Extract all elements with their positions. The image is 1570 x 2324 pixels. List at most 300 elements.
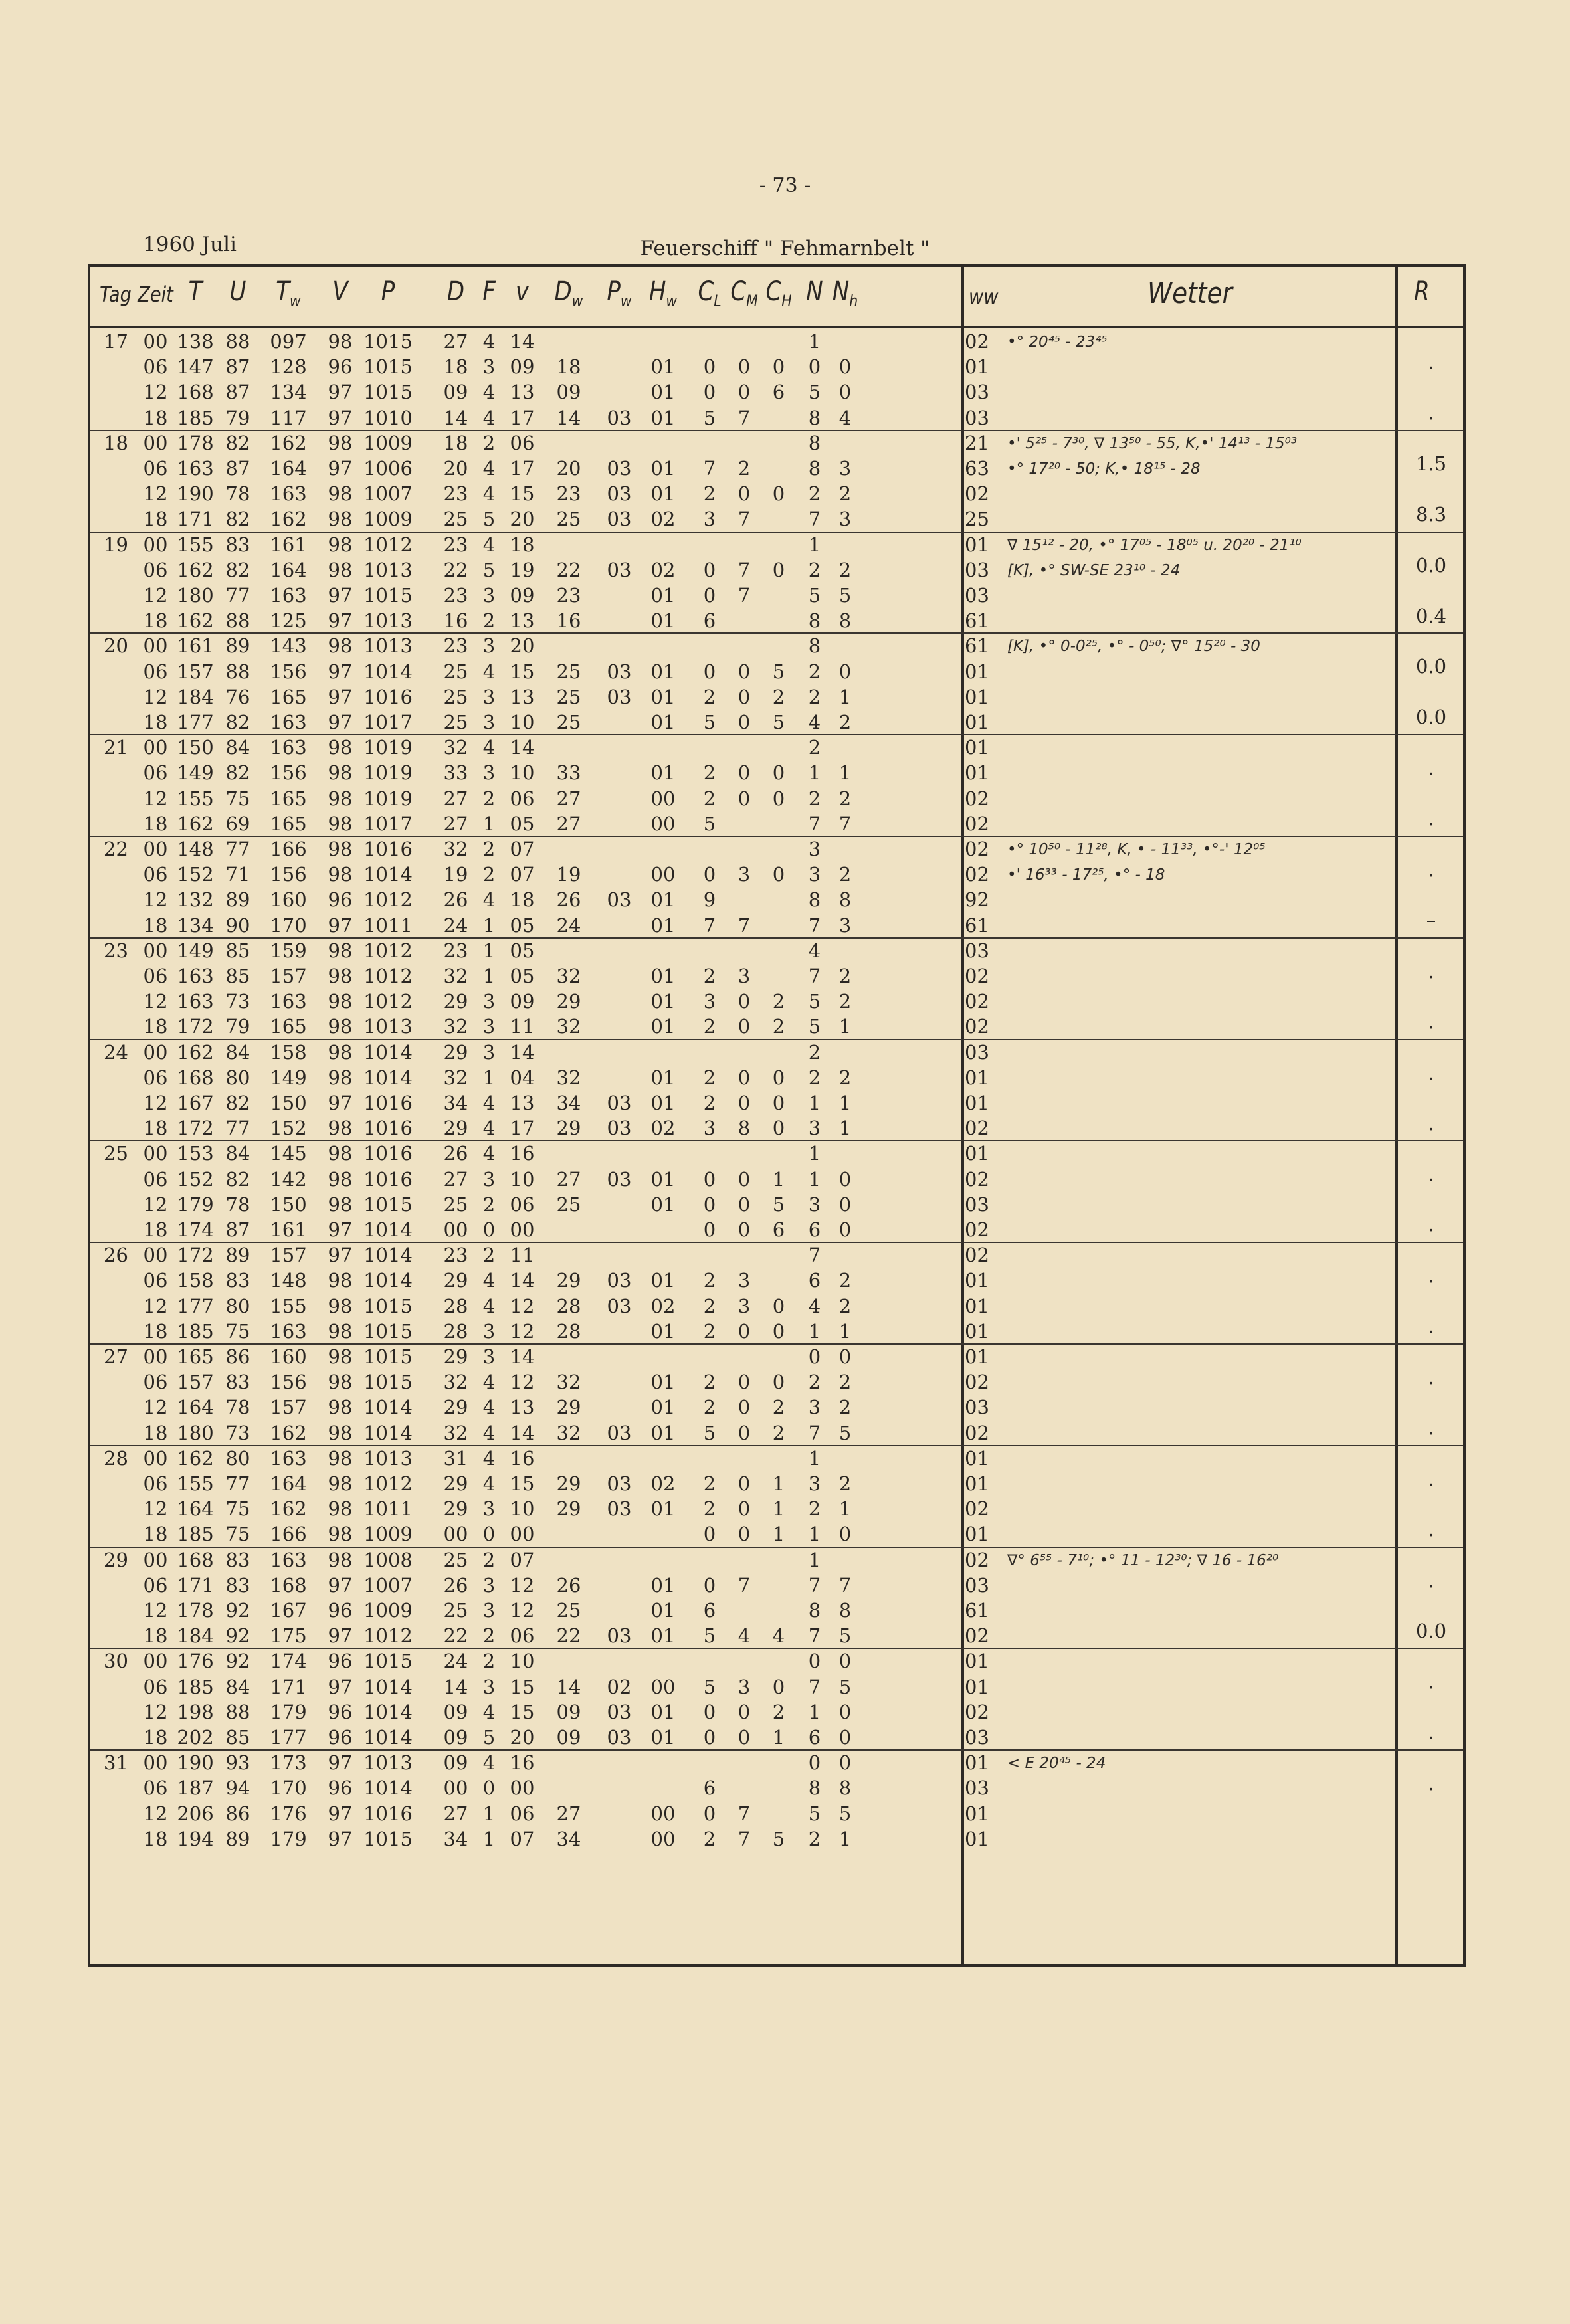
cell-hw: 00 xyxy=(650,1675,676,1698)
cell-t: 163 xyxy=(177,965,214,987)
cell-v: 97 xyxy=(328,711,353,733)
cell-ch: 0 xyxy=(772,787,785,810)
cell-cl: 6 xyxy=(703,1777,716,1800)
cell-nh: 2 xyxy=(838,1294,852,1317)
cell-d: 32 xyxy=(443,736,468,759)
cell-n: 6 xyxy=(808,1726,821,1749)
cell-n: 8 xyxy=(808,1777,821,1800)
cell-cm: 0 xyxy=(737,761,751,785)
cell-t: 185 xyxy=(177,406,214,429)
cell-n: 2 xyxy=(808,1371,821,1394)
cell-p: 1016 xyxy=(363,685,413,708)
cell-v: 00 xyxy=(510,1777,535,1800)
cell-t: 185 xyxy=(177,1675,214,1698)
cell-ww: 01 xyxy=(965,1446,989,1470)
cell-p: 1015 xyxy=(363,1345,413,1368)
day-tag: 27 xyxy=(104,1345,128,1368)
cell-d: 18 xyxy=(443,355,468,379)
cell-p: 1012 xyxy=(363,533,413,556)
precip-value: 0.0 xyxy=(1415,655,1447,678)
day-tag: 28 xyxy=(104,1446,128,1470)
cell-tw: 150 xyxy=(270,1092,307,1114)
cell-cl: 2 xyxy=(703,1319,716,1343)
cell-p: 1016 xyxy=(363,1142,413,1165)
cell-t: 157 xyxy=(177,660,214,683)
cell-cm: 0 xyxy=(737,685,751,708)
cell-cm: 0 xyxy=(737,1421,751,1444)
col-header-ch: $C_H$ xyxy=(765,276,792,310)
cell-zeit: 12 xyxy=(143,482,168,506)
cell-v: 14 xyxy=(510,1269,535,1292)
wetter-note: < E 20⁴⁵ - 24 xyxy=(1007,1755,1106,1773)
cell-nh: 0 xyxy=(838,1700,852,1723)
cell-nh: 5 xyxy=(838,1421,852,1444)
col-header-dw: $D_w$ xyxy=(554,276,583,310)
cell-v: 98 xyxy=(328,330,353,353)
cell-ww: 61 xyxy=(965,609,989,632)
cell-nh: 0 xyxy=(838,355,852,379)
cell-t: 164 xyxy=(177,1396,214,1419)
cell-tw: 163 xyxy=(270,1548,307,1571)
cell-tw: 117 xyxy=(270,406,307,429)
cell-tw: 148 xyxy=(270,1269,307,1292)
cell-tw: 157 xyxy=(270,1396,307,1419)
cell-ww: 03 xyxy=(965,584,989,607)
cell-nh: 0 xyxy=(838,1167,852,1191)
cell-cl: 2 xyxy=(703,965,716,987)
cell-p: 1013 xyxy=(363,1015,413,1038)
cell-tw: 156 xyxy=(270,1371,307,1394)
cell-d: 29 xyxy=(443,1345,468,1368)
cell-hw: 01 xyxy=(650,1066,676,1089)
cell-nh: 7 xyxy=(838,1573,852,1597)
cell-dw: 29 xyxy=(556,1498,581,1521)
cell-v: 11 xyxy=(510,1015,535,1038)
day-separator xyxy=(90,632,1463,634)
cell-f: 3 xyxy=(482,761,496,785)
cell-cl: 2 xyxy=(703,1269,716,1292)
cell-p: 1016 xyxy=(363,1117,413,1140)
cell-v: 96 xyxy=(328,355,353,379)
cell-ww: 01 xyxy=(965,685,989,708)
cell-n: 7 xyxy=(808,1244,821,1267)
cell-v: 98 xyxy=(328,736,353,759)
cell-n: 7 xyxy=(808,914,821,937)
cell-zeit: 06 xyxy=(143,761,168,785)
cell-d: 23 xyxy=(443,533,468,556)
day-tag: 24 xyxy=(104,1040,128,1064)
cell-ww: 02 xyxy=(965,330,989,353)
cell-zeit: 18 xyxy=(143,914,168,937)
cell-v: 16 xyxy=(510,1446,535,1470)
cell-v: 10 xyxy=(510,1167,535,1191)
cell-f: 4 xyxy=(482,1446,496,1470)
cell-t: 148 xyxy=(177,838,214,860)
wetter-note: ∇° 6⁵⁵ - 7¹⁰; •° 11 - 12³⁰; ∇ 16 - 16²⁰ xyxy=(1007,1551,1279,1569)
cell-p: 1014 xyxy=(363,1777,413,1800)
cell-f: 3 xyxy=(482,1345,496,1368)
cell-p: 1014 xyxy=(363,1269,413,1292)
cell-cl: 0 xyxy=(703,584,716,607)
cell-u: 87 xyxy=(225,381,250,404)
cell-t: 158 xyxy=(177,1269,214,1292)
cell-ch: 0 xyxy=(772,558,785,581)
cell-d: 31 xyxy=(443,1446,468,1470)
cell-cl: 5 xyxy=(703,1675,716,1698)
cell-v: 98 xyxy=(328,1396,353,1419)
cell-cl: 2 xyxy=(703,761,716,785)
cell-u: 89 xyxy=(225,634,250,658)
cell-zeit: 12 xyxy=(143,1092,168,1114)
cell-cl: 6 xyxy=(703,609,716,632)
cell-f: 3 xyxy=(482,1599,496,1622)
header-divider xyxy=(90,326,1463,328)
cell-p: 1016 xyxy=(363,1802,413,1825)
cell-n: 5 xyxy=(808,1802,821,1825)
cell-tw: 128 xyxy=(270,355,307,379)
cell-cl: 2 xyxy=(703,1066,716,1089)
cell-u: 83 xyxy=(225,1548,250,1571)
cell-d: 26 xyxy=(443,1573,468,1597)
cell-u: 75 xyxy=(225,1523,250,1546)
cell-dw: 23 xyxy=(556,482,581,506)
cell-hw: 01 xyxy=(650,1498,676,1521)
cell-p: 1014 xyxy=(363,1066,413,1089)
cell-v: 05 xyxy=(510,939,535,962)
cell-v: 98 xyxy=(328,838,353,860)
cell-p: 1015 xyxy=(363,1371,413,1394)
cell-tw: 166 xyxy=(270,1523,307,1546)
precip-value: 0.0 xyxy=(1415,1619,1447,1642)
day-separator xyxy=(90,1343,1463,1345)
cell-v: 05 xyxy=(510,965,535,987)
cell-cm: 0 xyxy=(737,787,751,810)
cell-v: 97 xyxy=(328,1675,353,1698)
day-separator xyxy=(90,1140,1463,1141)
cell-ww: 21 xyxy=(965,431,989,454)
cell-n: 2 xyxy=(808,736,821,759)
cell-d: 26 xyxy=(443,1142,468,1165)
cell-tw: 162 xyxy=(270,431,307,454)
cell-p: 1015 xyxy=(363,1193,413,1216)
cell-d: 25 xyxy=(443,660,468,683)
cell-d: 29 xyxy=(443,1117,468,1140)
cell-t: 132 xyxy=(177,888,214,912)
cell-pw: 03 xyxy=(607,1421,632,1444)
cell-cm: 2 xyxy=(737,457,751,480)
cell-dw: 19 xyxy=(556,863,581,886)
cell-u: 80 xyxy=(225,1294,250,1317)
cell-v: 98 xyxy=(328,1142,353,1165)
cell-n: 7 xyxy=(808,508,821,531)
cell-n: 7 xyxy=(808,1675,821,1698)
cell-nh: 0 xyxy=(838,1523,852,1546)
cell-tw: 173 xyxy=(270,1751,307,1775)
cell-d: 19 xyxy=(443,863,468,886)
cell-n: 5 xyxy=(808,990,821,1013)
cell-cl: 2 xyxy=(703,1827,716,1850)
cell-t: 171 xyxy=(177,508,214,531)
col-header-pw: $P_w$ xyxy=(607,276,632,310)
cell-v: 10 xyxy=(510,711,535,733)
cell-dw: 27 xyxy=(556,812,581,835)
cell-nh: 8 xyxy=(838,1777,852,1800)
cell-d: 27 xyxy=(443,1802,468,1825)
cell-t: 178 xyxy=(177,431,214,454)
cell-zeit: 06 xyxy=(143,863,168,886)
cell-dw: 27 xyxy=(556,1167,581,1191)
precip-value: . xyxy=(1428,1264,1434,1288)
cell-tw: 176 xyxy=(270,1802,307,1825)
cell-n: 6 xyxy=(808,1218,821,1241)
cell-tw: 161 xyxy=(270,533,307,556)
cell-ch: 6 xyxy=(772,381,785,404)
cell-ww: 02 xyxy=(965,838,989,860)
cell-v: 98 xyxy=(328,1294,353,1317)
cell-cl: 2 xyxy=(703,1092,716,1114)
cell-p: 1009 xyxy=(363,1599,413,1622)
cell-n: 7 xyxy=(808,1624,821,1648)
day-tag: 26 xyxy=(104,1244,128,1267)
cell-f: 4 xyxy=(482,1142,496,1165)
cell-cm: 0 xyxy=(737,482,751,506)
day-separator xyxy=(90,836,1463,837)
cell-ww: 02 xyxy=(965,863,989,886)
cell-cl: 2 xyxy=(703,1371,716,1394)
cell-f: 1 xyxy=(482,939,496,962)
cell-p: 1015 xyxy=(363,1650,413,1673)
cell-p: 1012 xyxy=(363,965,413,987)
day-tag: 17 xyxy=(104,330,128,353)
cell-tw: 157 xyxy=(270,965,307,987)
cell-cm: 7 xyxy=(737,508,751,531)
cell-nh: 0 xyxy=(838,1345,852,1368)
precip-value: . xyxy=(1428,1670,1434,1694)
col-header-f: F xyxy=(482,276,496,307)
wetter-note: ∇ 15¹² - 20, •° 17⁰⁵ - 18⁰⁵ u. 20²⁰ - 21¹⁰ xyxy=(1007,536,1302,554)
cell-u: 84 xyxy=(225,736,250,759)
day-tag: 18 xyxy=(104,431,128,454)
cell-v: 98 xyxy=(328,1548,353,1571)
cell-zeit: 00 xyxy=(143,838,168,860)
cell-cl: 5 xyxy=(703,406,716,429)
cell-dw: 32 xyxy=(556,1066,581,1089)
cell-v: 98 xyxy=(328,863,353,886)
cell-d: 32 xyxy=(443,1015,468,1038)
col-header-cl: $C_L$ xyxy=(698,276,722,310)
cell-ww: 03 xyxy=(965,1573,989,1597)
cell-p: 1012 xyxy=(363,939,413,962)
precip-value: . xyxy=(1428,401,1434,424)
cell-p: 1013 xyxy=(363,558,413,581)
cell-pw: 03 xyxy=(607,1117,632,1140)
cell-v: 12 xyxy=(510,1599,535,1622)
cell-hw: 02 xyxy=(650,1294,676,1317)
cell-hw: 01 xyxy=(650,685,676,708)
day-tag: 20 xyxy=(104,634,128,658)
cell-v: 98 xyxy=(328,1523,353,1546)
cell-hw: 01 xyxy=(650,584,676,607)
cell-hw: 01 xyxy=(650,1624,676,1648)
cell-zeit: 06 xyxy=(143,1066,168,1089)
cell-tw: 097 xyxy=(270,330,307,353)
cell-n: 0 xyxy=(808,1345,821,1368)
cell-ww: 01 xyxy=(965,761,989,785)
cell-p: 1012 xyxy=(363,1624,413,1648)
cell-u: 88 xyxy=(225,660,250,683)
cell-hw: 00 xyxy=(650,1802,676,1825)
cell-ch: 6 xyxy=(772,1218,785,1241)
cell-hw: 01 xyxy=(650,1092,676,1114)
cell-pw: 03 xyxy=(607,1498,632,1521)
cell-cm: 0 xyxy=(737,711,751,733)
wetter-note: [K], •° SW-SE 23¹⁰ - 24 xyxy=(1007,561,1181,579)
cell-f: 4 xyxy=(482,1700,496,1723)
cell-d: 28 xyxy=(443,1294,468,1317)
cell-u: 92 xyxy=(225,1624,250,1648)
cell-t: 202 xyxy=(177,1726,214,1749)
cell-tw: 163 xyxy=(270,1446,307,1470)
cell-f: 0 xyxy=(482,1218,496,1241)
cell-cl: 0 xyxy=(703,1802,716,1825)
cell-zeit: 00 xyxy=(143,330,168,353)
cell-cm: 3 xyxy=(737,965,751,987)
cell-u: 88 xyxy=(225,609,250,632)
cell-t: 138 xyxy=(177,330,214,353)
cell-zeit: 06 xyxy=(143,1573,168,1597)
cell-ww: 03 xyxy=(965,1040,989,1064)
cell-zeit: 18 xyxy=(143,812,168,835)
cell-ww: 25 xyxy=(965,508,989,531)
cell-p: 1012 xyxy=(363,990,413,1013)
cell-nh: 0 xyxy=(838,1193,852,1216)
cell-u: 78 xyxy=(225,482,250,506)
cell-cm: 3 xyxy=(737,1269,751,1292)
cell-t: 184 xyxy=(177,685,214,708)
cell-hw: 01 xyxy=(650,406,676,429)
cell-pw: 03 xyxy=(607,685,632,708)
cell-pw: 03 xyxy=(607,1700,632,1723)
cell-t: 155 xyxy=(177,533,214,556)
cell-nh: 0 xyxy=(838,1751,852,1775)
cell-v: 18 xyxy=(510,888,535,912)
cell-ww: 02 xyxy=(965,1700,989,1723)
cell-pw: 03 xyxy=(607,660,632,683)
cell-v: 04 xyxy=(510,1066,535,1089)
cell-dw: 23 xyxy=(556,584,581,607)
cell-t: 168 xyxy=(177,1548,214,1571)
cell-t: 149 xyxy=(177,761,214,785)
cell-p: 1015 xyxy=(363,1827,413,1850)
cell-ch: 0 xyxy=(772,482,785,506)
cell-v: 10 xyxy=(510,761,535,785)
cell-tw: 134 xyxy=(270,381,307,404)
cell-hw: 01 xyxy=(650,914,676,937)
day-tag: 31 xyxy=(104,1751,128,1775)
day-separator xyxy=(90,1242,1463,1243)
precip-value: . xyxy=(1428,1366,1434,1389)
cell-v: 15 xyxy=(510,482,535,506)
cell-v: 20 xyxy=(510,508,535,531)
cell-v: 98 xyxy=(328,812,353,835)
cell-zeit: 00 xyxy=(143,1751,168,1775)
cell-v: 00 xyxy=(510,1218,535,1241)
cell-t: 184 xyxy=(177,1624,214,1648)
cell-u: 78 xyxy=(225,1193,250,1216)
cell-ww: 01 xyxy=(965,1802,989,1825)
wetter-note: [K], •° 0-0²⁵, •° - 0⁵⁰; ∇° 15²⁰ - 30 xyxy=(1007,638,1260,656)
cell-ww: 02 xyxy=(965,1244,989,1267)
cell-cl: 7 xyxy=(703,457,716,480)
cell-f: 1 xyxy=(482,1827,496,1850)
cell-cm: 0 xyxy=(737,1092,751,1114)
cell-v: 06 xyxy=(510,787,535,810)
cell-cl: 0 xyxy=(703,1193,716,1216)
col-header-t: T xyxy=(188,276,203,307)
cell-zeit: 06 xyxy=(143,355,168,379)
ww-column-divider xyxy=(961,267,964,1964)
cell-ww: 01 xyxy=(965,660,989,683)
cell-u: 89 xyxy=(225,1827,250,1850)
cell-zeit: 18 xyxy=(143,609,168,632)
cell-n: 1 xyxy=(808,761,821,785)
cell-v: 07 xyxy=(510,1548,535,1571)
cell-ww: 01 xyxy=(965,1142,989,1165)
cell-v: 98 xyxy=(328,787,353,810)
cell-hw: 01 xyxy=(650,1396,676,1419)
cell-p: 1015 xyxy=(363,330,413,353)
wetter-note: •' 5²⁵ - 7³⁰, ∇ 13⁵⁰ - 55, K,•' 14¹³ - 15⁰³ xyxy=(1007,435,1298,452)
cell-t: 206 xyxy=(177,1802,214,1825)
day-tag: 29 xyxy=(104,1548,128,1571)
cell-dw: 22 xyxy=(556,1624,581,1648)
cell-ch: 0 xyxy=(772,1319,785,1343)
cell-d: 09 xyxy=(443,1751,468,1775)
cell-pw: 03 xyxy=(607,1269,632,1292)
cell-v: 96 xyxy=(328,1700,353,1723)
cell-f: 4 xyxy=(482,533,496,556)
cell-d: 22 xyxy=(443,1624,468,1648)
cell-f: 4 xyxy=(482,1396,496,1419)
cell-t: 168 xyxy=(177,1066,214,1089)
cell-u: 77 xyxy=(225,838,250,860)
precip-value: 0.0 xyxy=(1415,553,1447,577)
cell-hw: 01 xyxy=(650,888,676,912)
cell-t: 171 xyxy=(177,1573,214,1597)
cell-nh: 3 xyxy=(838,508,852,531)
cell-v: 16 xyxy=(510,1142,535,1165)
cell-t: 152 xyxy=(177,1167,214,1191)
cell-hw: 01 xyxy=(650,660,676,683)
cell-v: 14 xyxy=(510,1040,535,1064)
cell-u: 82 xyxy=(225,761,250,785)
cell-v: 97 xyxy=(328,1218,353,1241)
cell-zeit: 06 xyxy=(143,1167,168,1191)
cell-ww: 03 xyxy=(965,1777,989,1800)
cell-t: 194 xyxy=(177,1827,214,1850)
cell-zeit: 12 xyxy=(143,1599,168,1622)
cell-zeit: 18 xyxy=(143,1319,168,1343)
cell-dw: 09 xyxy=(556,381,581,404)
cell-hw: 02 xyxy=(650,1117,676,1140)
cell-p: 1011 xyxy=(363,1498,413,1521)
day-tag: 21 xyxy=(104,736,128,759)
cell-zeit: 06 xyxy=(143,558,168,581)
cell-d: 33 xyxy=(443,761,468,785)
cell-f: 4 xyxy=(482,660,496,683)
cell-f: 2 xyxy=(482,609,496,632)
cell-n: 0 xyxy=(808,1650,821,1673)
